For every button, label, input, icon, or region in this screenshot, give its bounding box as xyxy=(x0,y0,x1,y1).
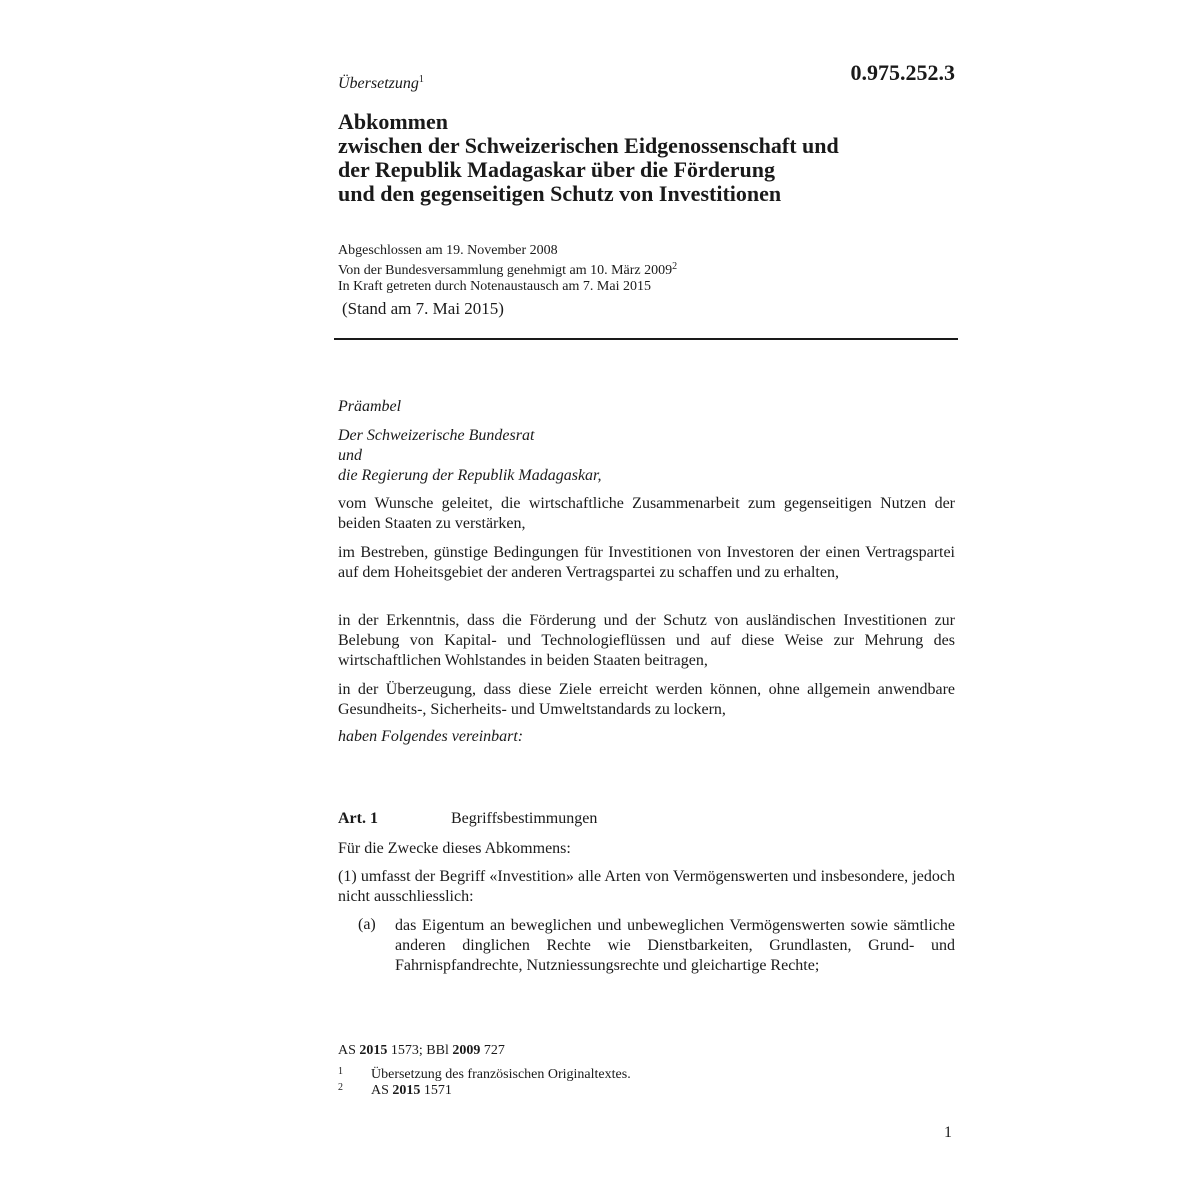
footnote-ref-1[interactable]: 1 xyxy=(418,74,424,85)
article-1-heading xyxy=(338,810,597,828)
preamble-paragraph: in der Überzeugung, dass diese Ziele erreicht werden können, ohne allgemein anwendbare Gesundheits-, Sicherheits- und Umweltstandards zu lockern, xyxy=(338,681,955,718)
title-line: Abkommen xyxy=(338,109,449,134)
party-conjunction: und xyxy=(338,447,362,464)
preamble-agreed: haben Folgendes vereinbart: xyxy=(338,728,524,745)
preamble-title: Präambel xyxy=(338,398,402,415)
article-number: Art. 1 xyxy=(338,810,378,827)
party-2: die Regierung der Republik Madagaskar, xyxy=(338,467,602,484)
preamble-parties xyxy=(338,426,955,486)
concluded-date: Abgeschlossen am 19. November 2008 xyxy=(338,243,558,258)
document-meta xyxy=(338,243,677,295)
footnote-2: 2 AS 2015 1571 xyxy=(338,1082,452,1098)
preamble-paragraph: im Bestreben, günstige Bedingungen für Investitionen von Investoren der einen Vertragspartei auf dem Hoheitsgebiet der anderen Vertragspartei zu schaffen und zu erhalten, xyxy=(338,544,955,581)
footnote-ref-2[interactable]: 2 xyxy=(672,261,678,272)
article-intro: Für die Zwecke dieses Abkommens: xyxy=(338,840,571,857)
footnote-1: 1 Übersetzung des französischen Originaltextes. xyxy=(338,1066,631,1082)
sr-number: 0.975.252.3 xyxy=(850,60,955,85)
approved-date: Von der Bundesversammlung genehmigt am 10. März 2009$^2$ xyxy=(338,261,678,278)
article-title: Begriffsbestimmungen xyxy=(451,810,598,827)
translation-note: Übersetzung$^1$ xyxy=(338,74,424,92)
header-divider xyxy=(334,338,958,340)
preamble-paragraph: vom Wunsche geleitet, die wirtschaftliche Zusammenarbeit zum gegenseitigen Nutzen der beiden Staaten zu verstärken, xyxy=(338,495,955,532)
preamble-paragraph: in der Erkenntnis, dass die Förderung und der Schutz von ausländischen Investitionen zur Belebung von Kapital- und Technologieflüssen und auf diese Weise zur Mehrung des wirtschaftlichen Wohlstandes in beiden Staaten beitragen, xyxy=(338,612,955,669)
in-force-date: In Kraft getreten durch Notenaustausch am 7. Mai 2015 xyxy=(338,279,651,294)
title-line: zwischen der Schweizerischen Eidgenossenschaft und xyxy=(338,133,839,158)
stand-date: (Stand am 7. Mai 2015) xyxy=(342,299,504,318)
list-item-label: (a) xyxy=(358,916,376,933)
official-reference: AS 2015 1573; BBl 2009 727 xyxy=(338,1043,505,1058)
page-number: 1 xyxy=(944,1124,952,1141)
title-line: und den gegenseitigen Schutz von Investitionen xyxy=(338,181,782,206)
list-item-text: das Eigentum an beweglichen und unbeweglichen Vermögenswerten sowie sämtliche anderen dinglichen Rechte wie Dienstbarkeiten, Grundlasten, Grund- und Fahrnispfandrechte, Nutzniessungsrechte und gleichartige Rechte; xyxy=(395,917,955,974)
document-title xyxy=(338,110,958,206)
title-line: der Republik Madagaskar über die Förderung xyxy=(338,157,776,182)
party-1: Der Schweizerische Bundesrat xyxy=(338,427,535,444)
article-paragraph-1: (1) umfasst der Begriff «Investition» alle Arten von Vermögenswerten und insbesondere, jedoch nicht ausschliesslich: xyxy=(338,868,955,905)
